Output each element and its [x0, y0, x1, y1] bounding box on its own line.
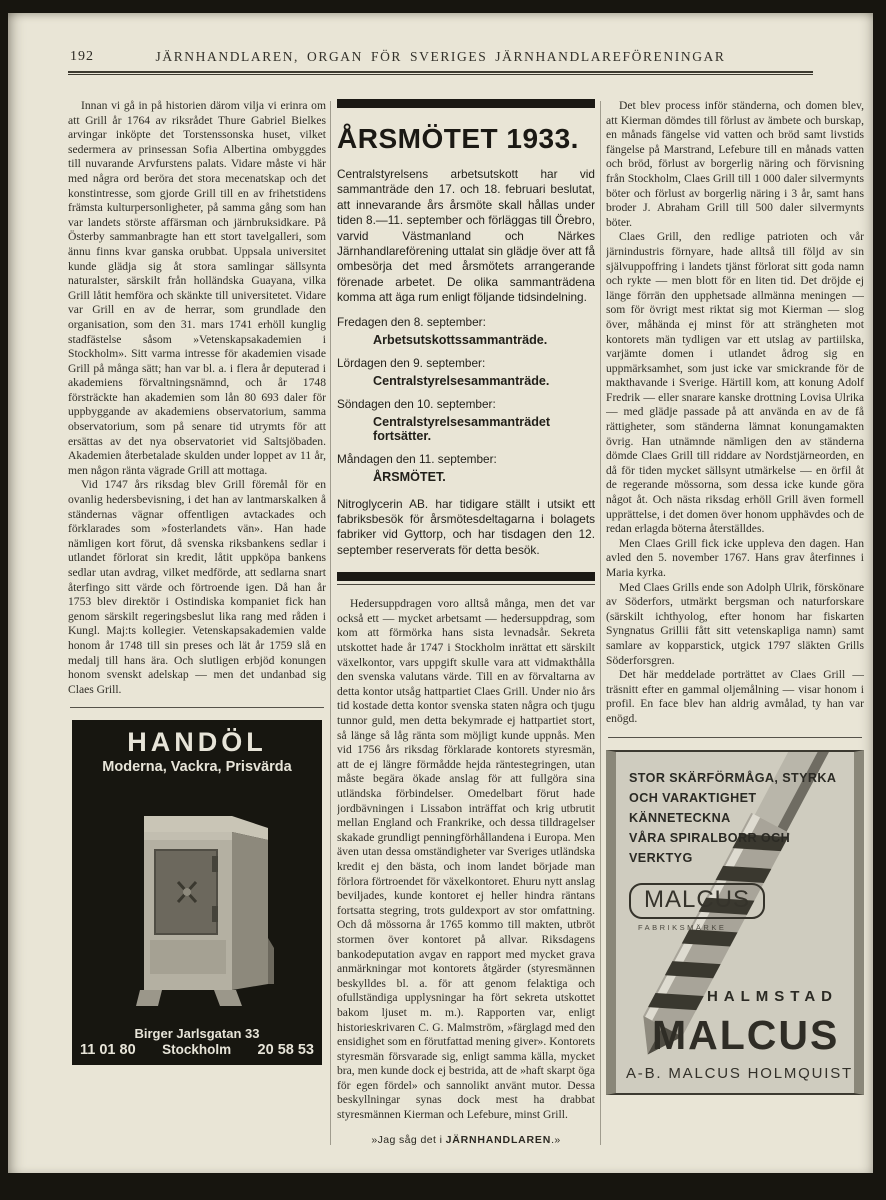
schedule-event: Centralstyrelsesammanträdet fortsätter. [373, 414, 551, 443]
malcus-city: HALMSTAD [706, 987, 838, 1005]
schedule-day: Måndagen den 11. september: [337, 451, 497, 466]
notice-note: Nitroglycerin AB. har tidigare ställt i utsikt ett fabriksbesök för årsmötesdeltagarna i bolagets fabriker vid Gyttorp, och har tisdagen den 12. september reserverats för detta besök. [337, 496, 595, 557]
malcus-headline-line: OCH VARAKTIGHET KÄNNETECKNA [629, 790, 757, 825]
handol-phone-right: 20 58 53 [257, 1042, 314, 1059]
article-paragraph: Vid 1747 års riksdag blev Grill föremål för en ovanlig hedersbevisning, i det han av lantmarskalken å ständernas vägnar offentligen avtackades och förklarades som »fosterlandets vän». Han hade nämligen kort förut, då svenska riksbankens sedlar i utlandet förlorat sin kredit, låtit uppköpa bankens sedlar utan avdrag, vilket medförde, att sedlarna snart återfingo sitt värde och förtroende igen. Då han år 1753 blev direktör i Ostindiska kompaniet fick han genom särskilt regeringsbeslut lika rang med råden i Kungl. Maj:ts kollegier. Vetenskapsakademien valde honom år 1748 till sin preses och lät år 1759 slå en medalj till hans ära. Och slutligen erbjöd konungen honom svenskt adelskap — men det undanbad sig Claes Grill. [68, 478, 326, 696]
schedule-event: Arbetsutskottssammanträde. [373, 332, 548, 347]
masthead [8, 13, 873, 85]
notice-top-bar [337, 99, 595, 108]
malcus-logo-caption: FABRIKSMÄRKE [638, 923, 727, 933]
notice-bottom-bar [337, 572, 595, 581]
stove-illustration [72, 775, 322, 1026]
notice-intro: Centralstyrelsens arbetsutskott har vid sammanträde den 17. och 18. februari beslutat, att innevarande års årsmöte skall hållas under tiden 8.—11. september och förläggas till Örebro, varvid Västmanland och Närkes Järnhandlareförening uttalat sin glädje över att få ombesörja det med årsmötets arrangerande förenade arbetet. De olika sammanträdena komma att äga rum enligt följande tidsindelning. [337, 167, 595, 305]
malcus-company: A-B. MALCUS HOLMQUIST [626, 1064, 853, 1082]
article-paragraph: Innan vi gå in på historien därom vilja vi erinra om att Grill år 1764 av riksrådet Thure Gabriel Bielkes arvingar inköpte det Torstenssonska huset, vilket sedermera av prinsessan Sofia Albertina ombyggdes till nuvarande Arvfurstens palats. Vidare måste vi här med några ord beröra det stora mecenatskap och det konstintresse, som gjorde Grill till en av frihetstidens främsta kulturpersonligheter, på samma gång som han var landets störste affärsman och järnbruksidkare. På Österby sammanbragte han ett stort tavelgalleri, som ännu finns kvar ganska orubbat. Uppsala universitet kunde glädja sig åt stora samlingar sällsynta naturalster, särskilt från holländska Guayana, vilka Grill låtit hemföra och skänkte till universitetet. Vidare var Grill en av de herrar, som grundlade den organisation, som den 31. mars 1741 erhöll kunglig stadfästelse såsom »Vetenskapsakademien i Stockholm». Sitt varma intresse för akademien visade Grill på många sätt; han var bl. a. i flera år deputerad i akademiens förvaltningsnämnd, och år 1748 försträckte han akademien som lån 80 693 daler för uppbyggande av akademiens observatorium, samma observatorium, som på senare tid utrymts för att ersättas av det nya observatoriet vid Saltsjöbaden. Akademien återbetalade skulden under loppet av 11 år, men någon ränta vägrade Grill att mottaga. [68, 99, 326, 477]
masthead-title: JÄRNHANDLAREN, ORGAN FÖR SVERIGES JÄRNHANDLAREFÖRENINGAR [155, 49, 726, 64]
column-divider-right [600, 101, 601, 1145]
malcus-headline-line: VÅRA SPIRALBORR OCH VERKTYG [629, 830, 791, 866]
annual-meeting-notice [337, 99, 595, 585]
column-layout [68, 99, 864, 1163]
footer-slogan [337, 1134, 595, 1146]
notice-schedule [337, 315, 595, 484]
schedule-day: Lördagen den 9. september: [337, 355, 486, 370]
schedule-event: ÅRSMÖTET. [373, 469, 446, 484]
malcus-headline-line: STOR SKÄRFÖRMÅGA, STYRKA [629, 770, 837, 785]
article-paragraph: Men Claes Grill fick icke uppleva den dagen. Han avled den 5. november 1767. Hans grav återfinnes i Maria kyrka. [606, 536, 864, 579]
section-rule [608, 737, 862, 738]
malcus-headline [616, 752, 854, 869]
schedule-day: Söndagen den 10. september: [337, 396, 496, 411]
notice-title: ÅRSMÖTET 1933. [337, 123, 579, 154]
handol-title: HANDÖL [127, 727, 267, 758]
slogan-prefix: »Jag såg det i [371, 1133, 446, 1146]
malcus-ad [606, 750, 864, 1095]
article-paragraph: Hedersuppdragen voro alltså många, men det var också ett — mycket arbetsamt — hedersuppdrag, som kom att förmörka hans sista levnadsår. Sekreta utskottet hade år 1747 i Stockholm inrättat ett särskilt växelkontor, vars uppgift skulle vara att vidmakthålla den svenska valutans värde. Till en av förvaltarna av detta kontor utsåg hattpartiet Claes Grill. Under nio års tid kostade detta kontor svenska staten några och tjugu tunnor guld, men detta bekymrade ej hattpartiet stort, så länge så låg ränta som möjligt kunde uppnås. Men vid 1756 års riksdag förklarade kontorets styresmän, att de ej längre förmådde hejda räntestegringen, utan måste begära ökade anslag för att fullgöra sina utländska förbindelser. Omedelbart förut hade jordbävningen i Lissabon inträffat och krig utbrutit mellan England och Frankrike, och dessa tilldragelser skakade grundligt penningförhållandena i Europa. Men även utan dessa omständigheter var Sveriges utländska kredit ej den bästa, och inom landet började man förlora förtroendet för växelkontoret. Ehuru nytt anslag beviljades, kunde kontoret ej heller hindra räntans fortsatta stegring, trots guldexport av stor omfattning. Och då mössorna år 1765 kommo till makten, utbröt stormen över kontoret på allvar. Riksdagens bankodeputation avgav en rapport med mycket grava anmärkningar mot kontorets åtgärder (styresmännen beskylldes bl. a. för att genom felaktiga och ofullständiga upplysningar ha fört sekreta utskottet bakom ljuset m. m.). Rapporten var, enligt historieskrivaren C. G. Malmström, »färglagd med den ensidighet som en förutfattad mening giver». Kontorets styresmän försvarade sig, enligt samma källa, mycket bra, men kunde dock ej bestrida, att de »haft skarpt öga för egen fördel» och sannolikt använt mutor. Dessa beskyllningar synas dock mest ha drabbat styresmännen Kierman och Lefebure, minst Grill. [337, 597, 595, 1122]
section-rule [70, 707, 324, 708]
handol-address: Birger Jarlsgatan 33 [134, 1026, 260, 1042]
handol-city: Stockholm [162, 1042, 232, 1058]
page-number: 192 [70, 49, 94, 64]
malcus-logo-badge: MALCUS [629, 883, 765, 919]
notice-bottom-rule [337, 584, 595, 585]
malcus-brand: MALCUS [652, 1011, 840, 1058]
header-rule [68, 71, 813, 75]
handol-ad [72, 720, 322, 1065]
handol-phone-left: 11 01 80 [80, 1042, 136, 1059]
column-divider-left [330, 101, 331, 1145]
article-paragraph: Det här meddelade porträttet av Claes Grill — träsnitt efter en gammal oljemålning — visar honom i profil. En face blev han aldrig avmålad, ty han var enögd. [606, 668, 864, 725]
middle-column [337, 99, 595, 1163]
article-paragraph: Med Claes Grills ende son Adolph Ulrik, förskönare av Söderfors, utmärkt bergsman och naturforskare (särskilt ichthyolog, efter honom har fiskarten Syngnatus Grillii fått sitt vetenskapliga namn) samt samlare av kopparstick, utgick 1797 släkten Grills Söderforsgren. [606, 580, 864, 667]
article-paragraph: Det blev process inför ständerna, och domen blev, att Kierman dömdes till förlust av ämbete och burskap, en månads fängelse vid vatten och bröd samt livstids fängelse på Marstrand, Lefebure till en månads vatten och bröd, förlust av borgerlig näring och förvisning från Stockholm, Claes Grill till 1 000 daler silvermynts böter och förlust av borgerlig näring i 3 år, samt hans broder J. Abraham Grill till 500 daler silvermynts böter. [606, 99, 864, 229]
article-paragraph: Claes Grill, den redlige patrioten och vår järnindustris förnyare, hade alltså till följd av sin självuppoffring i landets tjänst förlorat sitt goda namn och rykte — men blott för en liten tid. Det dröjde ej länge förrän den upphetsade allmänna meningen — som för övrigt mest riktat sig mot Kierman — slog över, måhända ej minst för att strängheten mot kontorets män tydligen var ett utslag av partiilska, varjämte domen i utlandet ådrog sig en uppmärksamhet, som just icke var smickrande för de makthavande i Sverige. Härtill kom, att konung Adolf Fredrik — eller snarare kanske drottning Lovisa Ulrika — med glädje passade på att använda en av de få rättigheter, som ständerna lämnat konungamakten övrig. Han utnämnde nämligen den av ständerna dömde Claes Grill till riddare av Nordstjärneorden, en då för tiden mycket sällsynt utmärkelse — en örfil åt de regerande mössorna, som dessa icke kunde göra något åt. Och nästa riksdag erhöll Grill även formell upprättelse, i det domen över honom upphävdes och de redan erlagda böterna återställdes. [606, 230, 864, 536]
slogan-suffix: .» [551, 1133, 561, 1146]
handol-subtitle: Moderna, Vackra, Prisvärda [102, 759, 292, 776]
slogan-brand: JÄRNHANDLAREN [445, 1133, 552, 1146]
schedule-event: Centralstyrelsesammanträde. [373, 373, 550, 388]
right-column [606, 99, 864, 1163]
magazine-page [8, 13, 873, 1173]
left-column [68, 99, 326, 1163]
schedule-day: Fredagen den 8. september: [337, 314, 486, 329]
handol-contact-row [72, 1041, 322, 1065]
